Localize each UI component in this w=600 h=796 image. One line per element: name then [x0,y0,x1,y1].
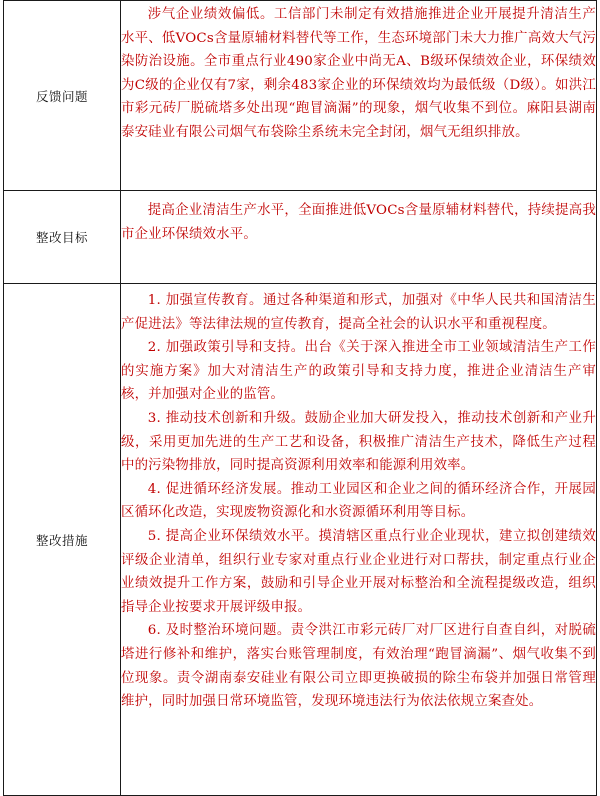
measure-item-2: 2. 加强政策引导和支持。出台《关于深入推进全市工业领域清洁生产工作的实施方案》加大对清洁生产的政策引导和支持力度，推进企业清洁生产审核，并加强对企业的监管。 [121,340,596,403]
row-content-target [121,191,597,284]
row-label-feedback: 反馈问题 [4,1,121,191]
rectification-table [3,0,597,796]
measure-item-5: 5. 提高企业环保绩效水平。摸清辖区重点行业企业现状，建立拟创建绩效评级企业清单，组织行业专家对重点行业企业进行对口帮扶，制定重点行业企业绩效提升工作方案，鼓励和引导企业开展对标整治和全流程提级改造，组织指导企业按要求开展评级申报。 [121,528,596,615]
row-content-feedback [121,1,597,191]
measure-item-1: 1. 加强宣传教育。通过各种渠道和形式，加强对《中华人民共和国清洁生产促进法》等法律法规的宣传教育，提高全社会的认识水平和重视程度。 [121,293,596,332]
row-content-measures [121,284,597,796]
row-label-target: 整改目标 [4,191,121,284]
table-row-measures [4,284,597,796]
row-label-measures: 整改措施 [4,284,121,796]
measure-item-6: 6. 及时整治环境问题。责令洪江市彩元砖厂对厂区进行自查自纠，对脱硫塔进行修补和维护，落实台账管理制度，有效治理“跑冒滴漏”、烟气收集不到位现象。责令湖南泰安硅业有限公司立即更换破损的除尘布袋并加强日常管理维护，同时加强日常环境监管，发现环境违法行为依法依规立案查处。 [121,623,596,710]
measure-item-3: 3. 推动技术创新和升级。鼓励企业加大研发投入，推动技术创新和产业升级，采用更加先进的生产工艺和设备，积极推广清洁生产技术，降低生产过程中的污染物排放，同时提高资源利用效率和能源利用效率。 [121,410,596,474]
measure-item-4: 4. 促进循环经济发展。推动工业园区和企业之间的循环经济合作，开展园区循环化改造，实现废物资源化和水资源循环利用等目标。 [121,481,596,521]
table-row-feedback [4,1,597,191]
table-row-target [4,191,597,284]
target-paragraph: 提高企业清洁生产水平，全面推进低VOCs含量原辅材料替代，持续提高我市企业环保绩效水平。 [121,203,596,242]
feedback-paragraph: 涉气企业绩效偏低。工信部门未制定有效措施推进企业开展提升清洁生产水平、低VOCs含量原辅材料替代等工作，生态环境部门未大力推广高效大气污染防治设施。全市重点行业490家企业中尚无A、B级环保绩效企业，环保绩效为C级的企业仅有7家，剩余483家企业的环保绩效均为最低级（D级）。如洪江市彩元砖厂脱硫塔多处出现“跑冒滴漏”的现象，烟气收集不到位。麻阳县湖南泰安硅业有限公司烟气布袋除尘系统未完全封闭，烟气无组织排放。 [121,7,596,140]
